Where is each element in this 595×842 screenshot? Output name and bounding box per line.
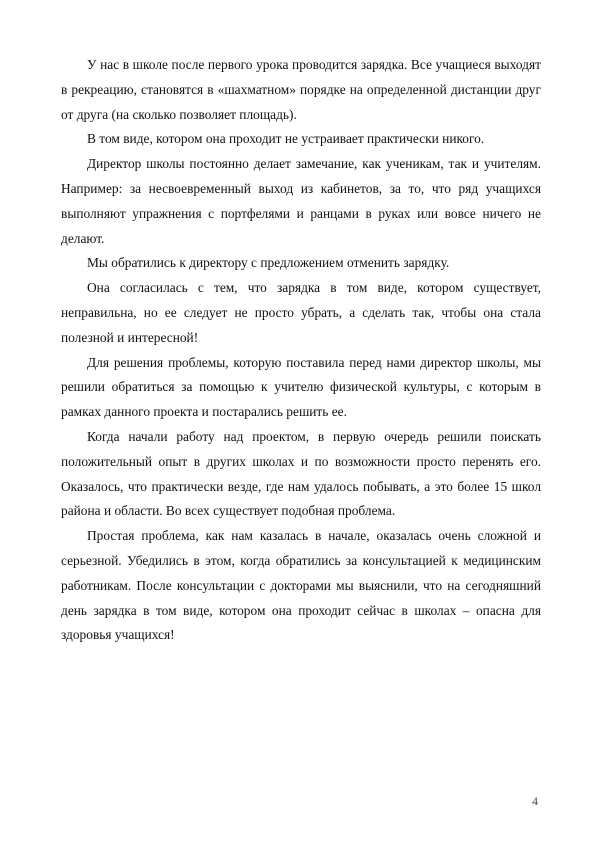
paragraph-3: Директор школы постоянно делает замечание, как ученикам, так и учителям. Например: за несвоевременный выход из кабинетов, за то, что ряд учащихся выполняют упражнения с портфелями и ранцами в руках или вовсе ничего не делают. — [61, 156, 541, 246]
paragraph-4: Мы обратились к директору с предложением отменить зарядку. — [87, 255, 450, 271]
paragraph-5: Она согласилась с тем, что зарядка в том виде, котором существует, неправильна, но ее следует не просто убрать, а сделать так, чтобы она стала полезной и интересной! — [61, 280, 541, 345]
page-number: 4 — [532, 794, 538, 808]
paragraph-7: Когда начали работу над проектом, в первую очередь решили поискать положительный опыт в других школах и по возможности просто перенять его. Оказалось, что практически везде, где нам удалось побывать, а это более 15 школ района и области. Во всех существует подобная проблема. — [61, 428, 541, 519]
body-text — [61, 53, 541, 648]
paragraph-8: Простая проблема, как нам казалась в начале, оказалась очень сложной и серьезной. Убедились в этом, когда обратились за консультацией к медицинским работникам. После консультации с докторами мы выяснили, что на сегодняшний день зарядка в том виде, котором она проходит сейчас в школах – опасна для здоровья учащихся! — [61, 528, 541, 643]
paragraph-1: У нас в школе после первого урока проводится зарядка. Все учащиеся выходят в рекреацию, становятся в «шахматном» порядке на определенной дистанции друг от друга (на сколько позволяет площадь). — [61, 57, 541, 122]
paragraph-6: Для решения проблемы, которую поставила перед нами директор школы, мы решили обратиться за помощью к учителю физической культуры, с которым в рамках данного проекта и постарались решить ее. — [61, 354, 541, 420]
paragraph-2: В том виде, котором она проходит не устраивает практически никого. — [87, 131, 485, 147]
